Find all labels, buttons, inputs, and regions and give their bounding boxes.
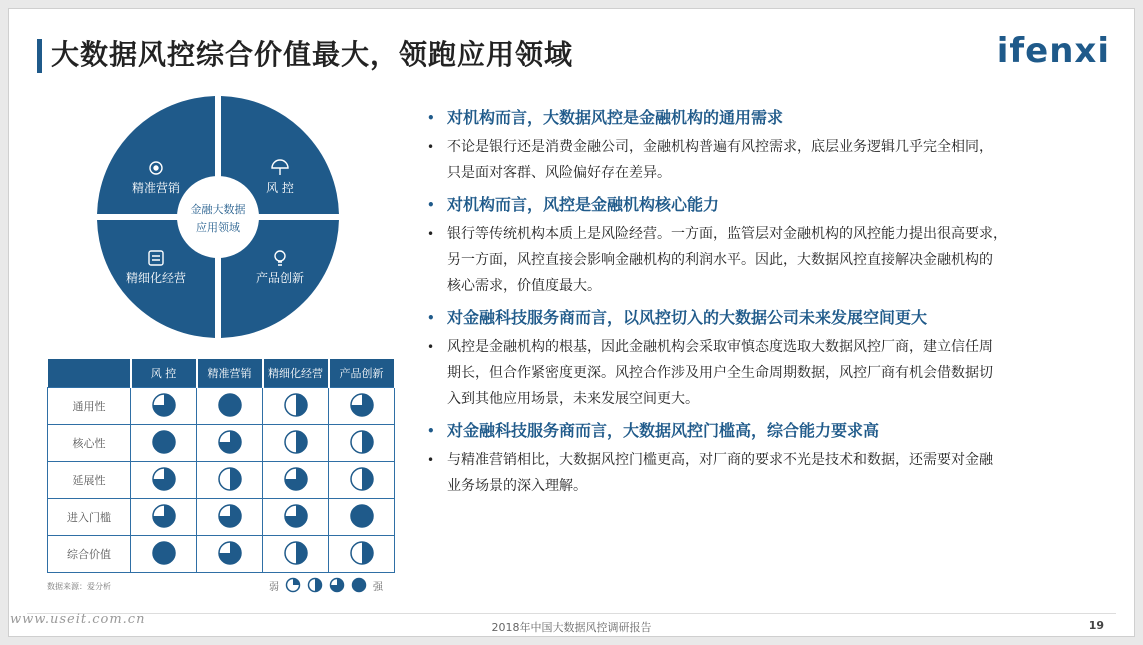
bullet-icon: • [427, 198, 435, 212]
donut-segment-label: 精细化经营 [125, 271, 187, 285]
matrix-corner-cell [48, 359, 131, 388]
legend-harvey-balls [285, 577, 367, 593]
harvey-ball-icon [217, 392, 243, 418]
donut-center [177, 176, 259, 258]
table-row [48, 499, 395, 536]
section-heading [427, 192, 1117, 218]
bullet-icon: • [427, 227, 435, 241]
matrix-cell [329, 462, 395, 499]
data-source-note: 数据来源：爱分析 [47, 582, 111, 591]
matrix-row-label: 通用性 [48, 388, 131, 425]
matrix-column-header: 风 控 [131, 359, 197, 388]
matrix-column-header: 精细化经营 [263, 359, 329, 388]
donut-center-label: 金融大数据 [190, 203, 246, 216]
matrix-cell [329, 499, 395, 536]
harvey-ball-icon [349, 540, 375, 566]
matrix-cell [197, 536, 263, 573]
paragraph-line: 银行等传统机构本质上是风险经营。一方面，监管层对金融机构的风控能力提出很高要求， [447, 226, 1007, 242]
section-paragraph [427, 447, 1117, 499]
harvey-ball-icon [151, 429, 177, 455]
matrix-cell [263, 425, 329, 462]
section-heading-text: 对机构而言，风控是金融机构核心能力 [447, 195, 720, 214]
table-row [48, 536, 395, 573]
paragraph-line: 不论是银行还是消费金融公司，金融机构普遍有风控需求，底层业务逻辑几乎完全相同， [447, 139, 993, 155]
section-heading [427, 305, 1117, 331]
matrix-cell [329, 425, 395, 462]
footer-report-name: 2018年中国大数据风控调研报告 [491, 621, 652, 634]
harvey-ball-icon [283, 466, 309, 492]
harvey-ball-icon [151, 540, 177, 566]
paragraph-line: 只是面对客群、风险偏好存在差异。 [447, 165, 671, 181]
matrix-cell [263, 499, 329, 536]
matrix-cell [197, 499, 263, 536]
section-paragraph-text [447, 334, 993, 412]
legend-strong-label: 强 [373, 581, 383, 593]
ifenxi-logo: ifenxi [996, 31, 1110, 71]
value-matrix-table [47, 359, 396, 573]
page-title: 大数据风控综合价值最大，领跑应用领域 [51, 38, 574, 71]
harvey-ball-icon [217, 540, 243, 566]
title-accent-bar [37, 39, 42, 73]
paragraph-line: 入到其他应用场景，未来发展空间更大。 [447, 391, 699, 407]
harvey-ball-icon [217, 429, 243, 455]
content-panel [427, 105, 1117, 505]
donut-segment-label: 产品创新 [255, 271, 305, 285]
matrix-cell [329, 536, 395, 573]
page-number: 19 [1088, 619, 1104, 632]
section-heading-text: 对金融科技服务商而言，大数据风控门槛高，综合能力要求高 [447, 421, 880, 440]
harvey-ball-icon [283, 429, 309, 455]
matrix-cell [197, 462, 263, 499]
matrix-cell [197, 425, 263, 462]
matrix-row-label: 进入门槛 [48, 499, 131, 536]
section-heading-text: 对金融科技服务商而言，以风控切入的大数据公司未来发展空间更大 [447, 308, 928, 327]
paragraph-line: 核心需求，价值度最大。 [447, 278, 601, 294]
matrix-cell [131, 536, 197, 573]
table-row [48, 425, 395, 462]
harvey-ball-icon [349, 429, 375, 455]
paragraph-line: 业务场景的深入理解。 [447, 478, 587, 494]
bullet-icon: • [427, 340, 435, 354]
matrix-cell [131, 499, 197, 536]
matrix-cell [263, 536, 329, 573]
paragraph-line: 期长，但合作紧密度更深。风控合作涉及用户全生命周期数据，风控厂商有机会借数据切 [447, 365, 993, 381]
bullet-icon: • [427, 140, 435, 154]
matrix-cell [197, 388, 263, 425]
donut-segment-label: 精准营销 [131, 181, 181, 195]
donut-segment-label: 风 控 [266, 181, 294, 195]
section-heading-text: 对机构而言，大数据风控是金融机构的通用需求 [447, 108, 784, 127]
section-paragraph [427, 134, 1117, 186]
matrix-row-label: 综合价值 [48, 536, 131, 573]
paragraph-line: 风控是金融机构的根基，因此金融机构会采取审慎态度选取大数据风控厂商，建立信任周 [447, 339, 993, 355]
section-heading [427, 105, 1117, 131]
matrix-cell [131, 388, 197, 425]
bullet-icon: • [427, 311, 435, 325]
harvey-ball-icon [283, 540, 309, 566]
watermark: www.useit.com.cn [10, 612, 146, 627]
table-row [48, 462, 395, 499]
section-heading [427, 418, 1117, 444]
harvey-ball-icon [151, 503, 177, 529]
harvey-ball-icon [283, 392, 309, 418]
bullet-icon: • [427, 424, 435, 438]
matrix-column-header: 产品创新 [329, 359, 395, 388]
donut-center-label: 应用领域 [196, 221, 240, 234]
application-domain-donut [95, 94, 341, 340]
table-row [48, 388, 395, 425]
matrix-row-label: 延展性 [48, 462, 131, 499]
matrix-cell [131, 462, 197, 499]
matrix-row-label: 核心性 [48, 425, 131, 462]
matrix-legend [269, 577, 383, 593]
matrix-cell [131, 425, 197, 462]
harvey-ball-icon [217, 466, 243, 492]
harvey-ball-icon [151, 392, 177, 418]
section-paragraph [427, 334, 1117, 412]
harvey-ball-icon [349, 466, 375, 492]
paragraph-line: 与精准营销相比，大数据风控门槛更高，对厂商的要求不光是技术和数据，还需要对金融 [447, 452, 993, 468]
section-paragraph-text [447, 134, 993, 186]
harvey-ball-icon [349, 392, 375, 418]
section-paragraph-text [447, 447, 993, 499]
section-paragraph [427, 221, 1117, 299]
harvey-ball-icon [217, 503, 243, 529]
harvey-ball-icon [349, 503, 375, 529]
legend-weak-label: 弱 [269, 581, 279, 593]
footer-divider [27, 613, 1116, 614]
bullet-icon: • [427, 111, 435, 125]
harvey-ball-icon [283, 503, 309, 529]
bullet-icon: • [427, 453, 435, 467]
matrix-cell [263, 462, 329, 499]
slide [8, 8, 1135, 637]
matrix-cell [263, 388, 329, 425]
paragraph-line: 另一方面，风控直接会影响金融机构的利润水平。因此，大数据风控直接解决金融机构的 [447, 252, 993, 268]
matrix-column-header: 精准营销 [197, 359, 263, 388]
section-paragraph-text [447, 221, 1007, 299]
harvey-ball-icon [151, 466, 177, 492]
matrix-cell [329, 388, 395, 425]
